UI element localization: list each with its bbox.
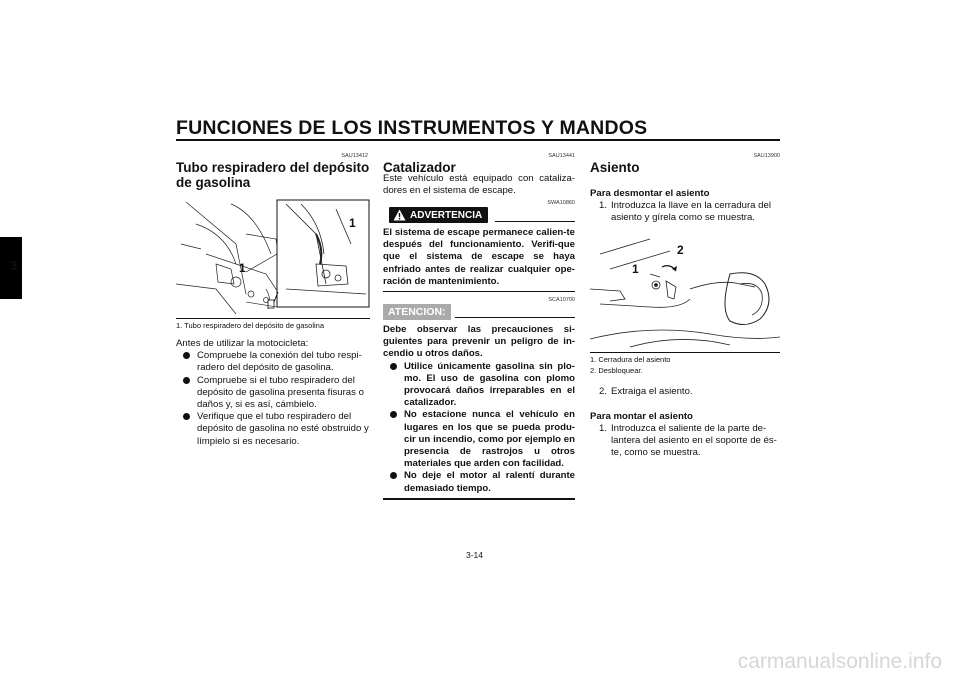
section-code: SAU13412 [341, 153, 368, 159]
page-title: FUNCIONES DE LOS INSTRUMENTOS Y MANDOS [176, 117, 648, 139]
list-item: 1. Introduzca la llave en la cerradura del asiento y gírela como se muestra. [599, 200, 771, 224]
section-heading: Tubo respiradero del depósito de gasolina [176, 160, 370, 190]
seat-lock-figure [590, 229, 780, 350]
figure-rule [590, 352, 780, 353]
intro-text: Antes de utilizar la motocicleta: [176, 338, 309, 349]
section-code: SAU13441 [548, 153, 575, 159]
bullet-icon [390, 411, 397, 418]
watermark: carmanualsonline.info [737, 650, 942, 673]
warning-rule [495, 221, 575, 222]
callout-2: 2 [677, 243, 684, 257]
bullet-icon [390, 363, 397, 370]
warning-triangle-icon [393, 209, 406, 221]
subsection-title: Para montar el asiento [590, 411, 693, 422]
caution-intro: Debe observar las precauciones si-guientes para prevenir un peligro de in-cendio u otros daños. [383, 324, 575, 360]
list-item: 1. Introduzca el saliente de la parte de-lantera del asiento en el soporte de és-te, como se muestra. [599, 423, 777, 459]
warning-text: El sistema de escape permanece calien-te después del funcionamiento. Verifi-que que el sistema de escape se haya enfriado antes de realizar cualquier ope-ración de mantenimiento. [383, 227, 575, 287]
intro-text: Este vehículo está equipado con cataliza-dores en el sistema de escape. [383, 173, 575, 197]
figure-caption: 1. Cerradura del asiento [590, 355, 671, 364]
bullet-icon [183, 377, 190, 384]
list-item: Compruebe la conexión del tubo respi-radero del depósito de gasolina. [176, 350, 370, 374]
section-heading: Asiento [590, 160, 640, 175]
caution-rule [455, 317, 575, 318]
warning-code: SWA10860 [547, 200, 575, 206]
figure-caption: 1. Tubo respiradero del depósito de gasolina [176, 321, 325, 330]
engine-illustration [176, 194, 370, 316]
warning-end-rule [383, 291, 575, 292]
caution-badge: ATENCION: [383, 304, 451, 320]
chapter-number: 3 [10, 258, 18, 273]
figure-rule [176, 318, 370, 319]
page-number: 3-14 [466, 550, 484, 560]
list-item: Verifique que el tubo respiradero del depósito de gasolina no esté obstruido y límpielo si es necesario. [176, 411, 370, 448]
seat-illustration [590, 229, 780, 350]
callout-1: 1 [239, 261, 246, 275]
caution-code: SCA10700 [548, 297, 575, 303]
subsection-title: Para desmontar el asiento [590, 188, 710, 199]
section-code: SAU13900 [753, 153, 780, 159]
figure-caption: 2. Desbloquear. [590, 366, 643, 375]
header-rule [176, 139, 780, 141]
callout-1: 1 [632, 262, 639, 276]
bullet-icon [183, 413, 190, 420]
callout-1-inset: 1 [349, 216, 356, 230]
bullet-icon [390, 472, 397, 479]
list-item: Compruebe si el tubo respiradero del depósito de gasolina presenta fisuras o daños y, si es así, cámbielo. [176, 375, 370, 412]
fuel-breather-hose-figure [176, 194, 370, 316]
list-item: Utilice únicamente gasolina sin plo-mo. El uso de gasolina con plomo provocará daños irreparables en el catalizador. [383, 361, 575, 410]
list-item: 2. Extraiga el asiento. [599, 386, 693, 397]
bullet-icon [183, 352, 190, 359]
list-item: No deje el motor al ralentí durante demasiado tiempo. [383, 470, 575, 494]
warning-badge: ADVERTENCIA [389, 207, 488, 223]
list-item: No estacione nunca el vehículo en lugares en los que se pueda produ-cir un incendio, como por ejemplo en presencia de rastrojos u otros materiales que arden con facilidad. [383, 409, 575, 470]
section-heading: Catalizador [383, 160, 456, 175]
caution-end-rule [383, 498, 575, 500]
